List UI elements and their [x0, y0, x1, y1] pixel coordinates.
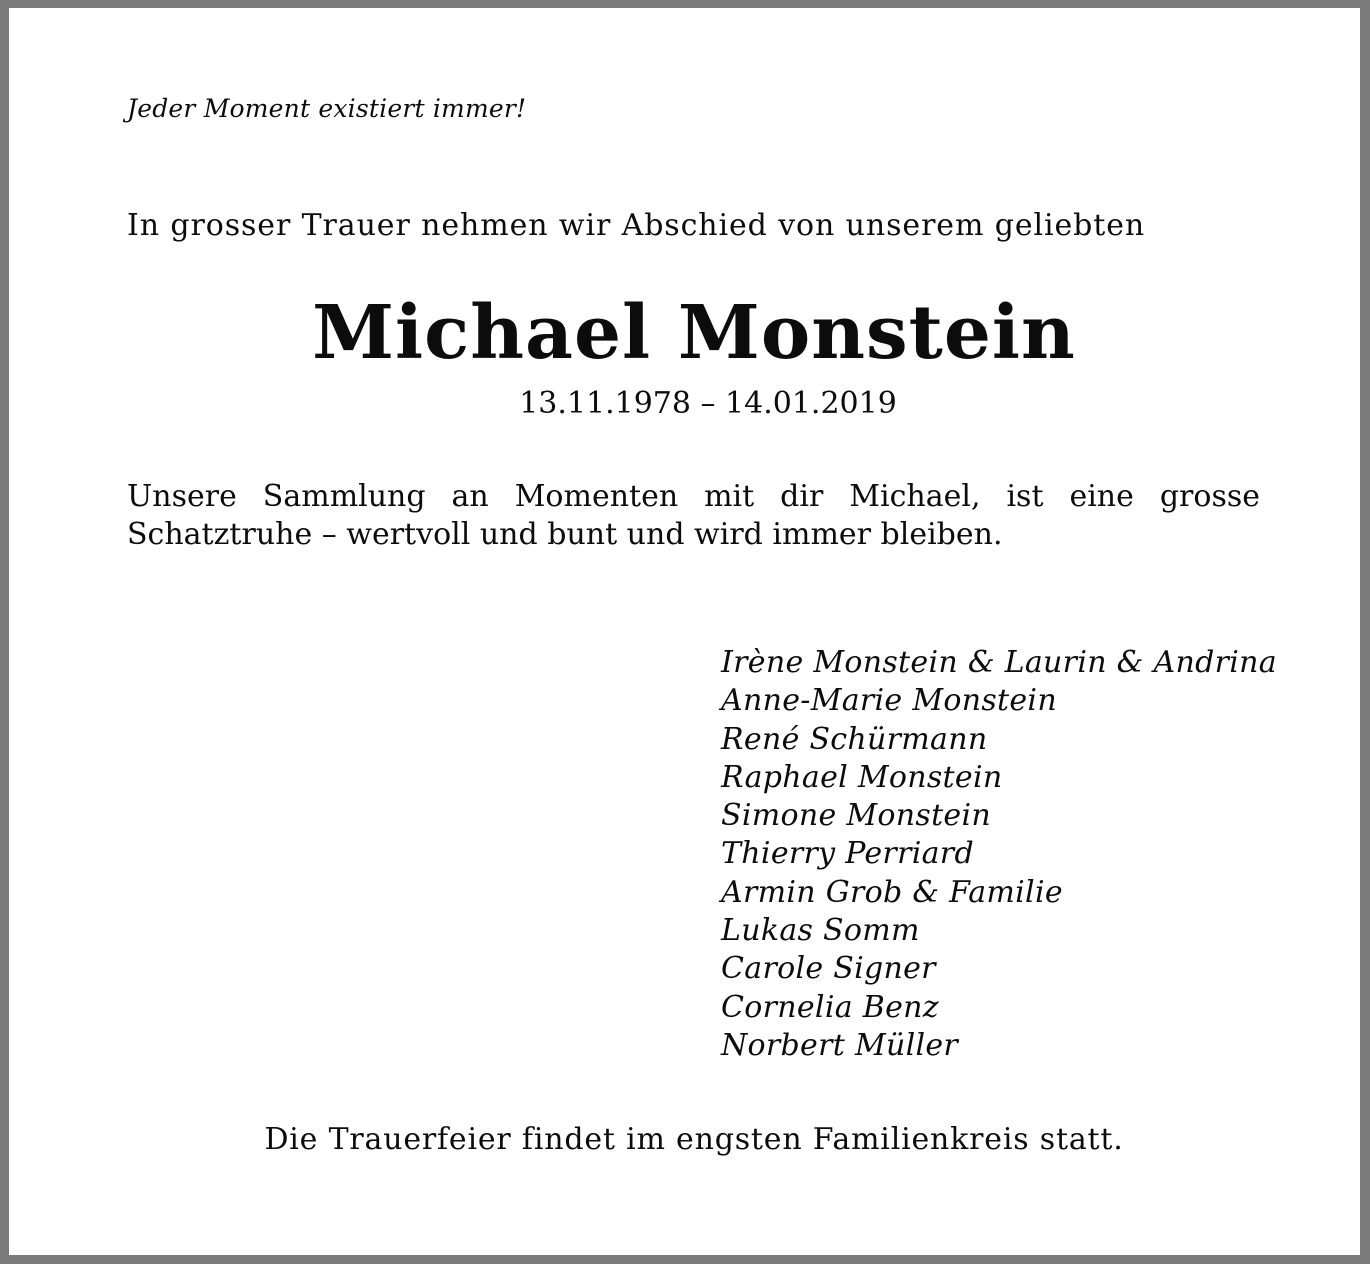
mourner-name: Norbert Müller: [721, 1027, 959, 1063]
motto: Jeder Moment existiert immer!: [127, 94, 527, 123]
mourner-name: Carole Signer: [721, 951, 936, 987]
intro-text: In grosser Trauer nehmen wir Abschied von unserem geliebten: [127, 208, 1146, 243]
mourner-name: Armin Grob & Familie: [721, 874, 1063, 910]
mourner-name: Lukas Somm: [721, 913, 920, 949]
life-dates: 13.11.1978 – 14.01.2019: [519, 386, 897, 421]
mourner-name: Anne-Marie Monstein: [721, 683, 1057, 719]
mourner-name: Irène Monstein & Laurin & Andrina: [721, 645, 1277, 680]
mourner-name: Cornelia Benz: [721, 989, 939, 1025]
mourners-list: [721, 644, 1277, 1065]
deceased-name: Michael Monstein: [312, 290, 1076, 376]
mourner-name: Raphael Monstein: [721, 759, 1003, 795]
closing-note: Die Trauerfeier findet im engsten Familienkreis statt.: [264, 1122, 1124, 1157]
memorial-message: Unsere Sammlung an Momenten mit dir Michael, ist eine grosse Schatztruhe – wertvoll und bunt und wird immer bleiben.: [127, 479, 1260, 552]
mourner-name: René Schürmann: [721, 721, 988, 757]
mourner-name: Simone Monstein: [721, 798, 991, 834]
mourner-name: Thierry Perriard: [721, 836, 974, 872]
